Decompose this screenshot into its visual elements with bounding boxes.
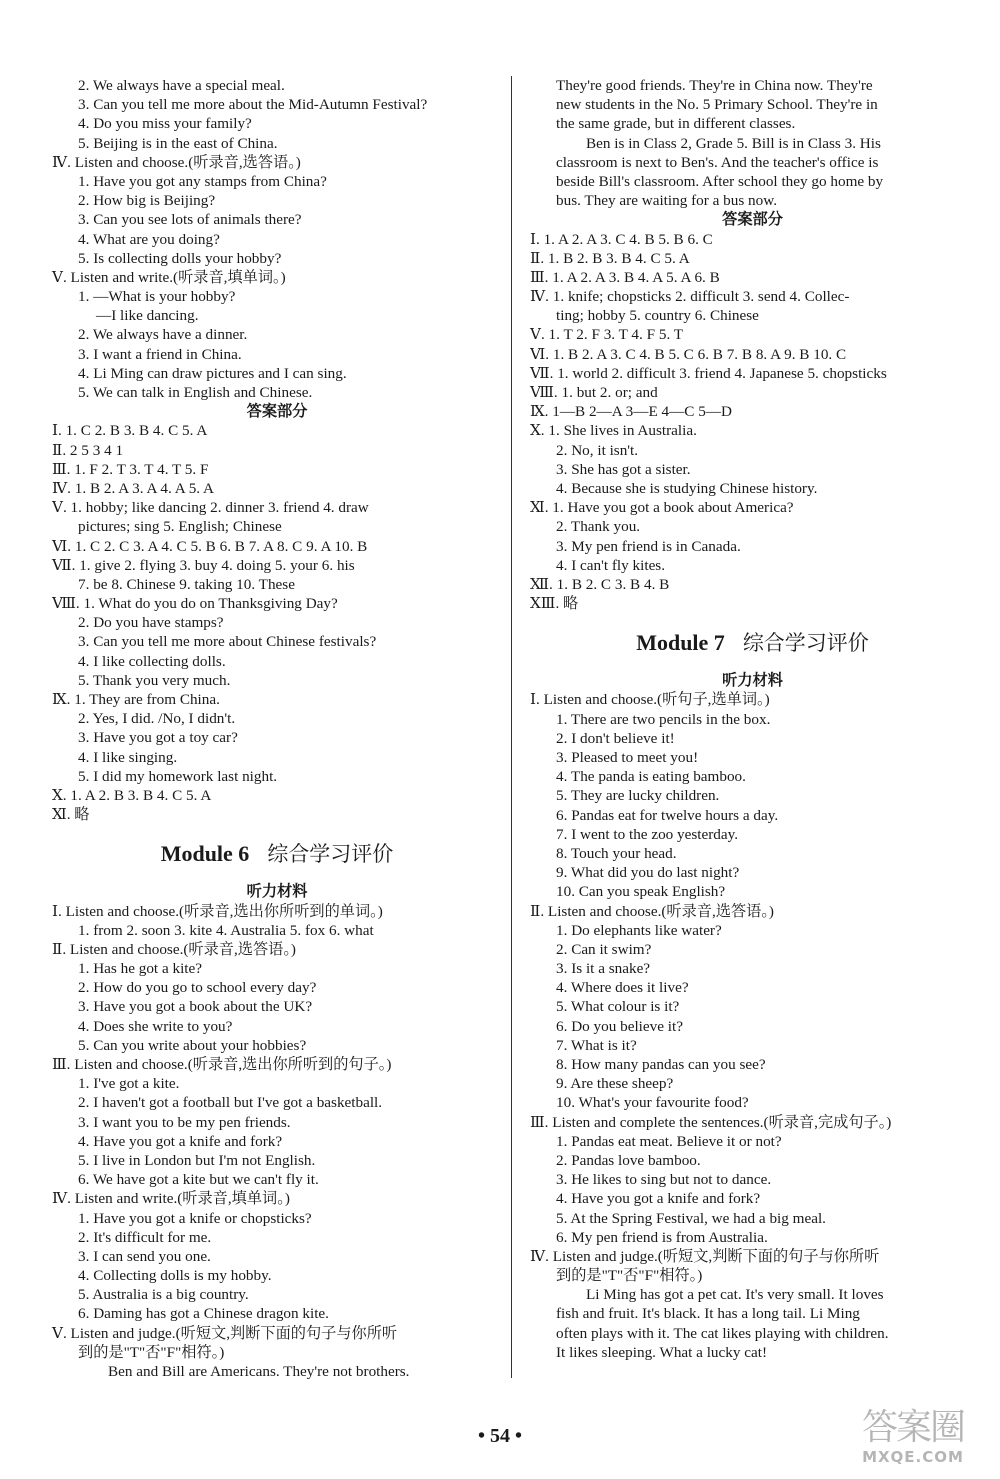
- text-line: the same grade, but in different classes.: [556, 115, 796, 133]
- module-7-subheading: 听力材料: [722, 672, 783, 690]
- text-line: Ⅵ. 1. B 2. A 3. C 4. B 5. C 6. B 7. B 8. A 9. B 10. C: [530, 345, 847, 363]
- text-line: 2. I haven't got a football but I've got a basketball.: [78, 1094, 383, 1112]
- text-line: 2. Do you have stamps?: [78, 614, 224, 632]
- text-line: Ⅴ. 1. T 2. F 3. T 4. F 5. T: [530, 326, 684, 344]
- text-line: Ⅸ. 1—B 2—A 3—E 4—C 5—D: [530, 403, 732, 421]
- text-line: 3. Can you see lots of animals there?: [78, 211, 302, 229]
- text-line: Ⅱ. Listen and choose.(听录音,选答语。): [530, 902, 774, 920]
- text-line: Ⅳ. 1. B 2. A 3. A 4. A 5. A: [52, 479, 215, 497]
- text-line: 5. They are lucky children.: [556, 787, 720, 805]
- text-line: 3. I can send you one.: [78, 1247, 211, 1265]
- right-column-lines: [530, 76, 975, 613]
- text-line: 1. I've got a kite.: [78, 1075, 180, 1093]
- text-line: 5. I did my homework last night.: [78, 767, 278, 785]
- text-line: 3. Pleased to meet you!: [556, 749, 699, 766]
- text-line: 4. Where does it live?: [556, 979, 689, 997]
- text-line: 4. Li Ming can draw pictures and I can sing.: [78, 364, 347, 382]
- watermark-glyph: 答案圈: [861, 1407, 964, 1448]
- text-line: Ⅴ. 1. hobby; like dancing 2. dinner 3. friend 4. draw: [52, 499, 369, 517]
- text-line: 2. How do you go to school every day?: [78, 979, 317, 997]
- text-line: 4. Have you got a knife and fork?: [78, 1132, 283, 1150]
- text-line: bus. They are waiting for a bus now.: [556, 192, 778, 210]
- text-line: 4. Does she write to you?: [78, 1017, 233, 1035]
- module-6-lines: [52, 902, 502, 1382]
- text-line: 8. Touch your head.: [556, 844, 677, 862]
- text-line: Ⅰ. Listen and choose.(听句子,选单词。): [530, 691, 770, 709]
- text-line: Ⅷ. 1. What do you do on Thanksgiving Day?: [52, 595, 338, 613]
- column-divider: [511, 76, 512, 1378]
- text-line: 10. Can you speak English?: [556, 883, 726, 901]
- text-line: 5. Beijing is in the east of China.: [78, 134, 278, 152]
- watermark-url: MXQE.COM: [862, 1448, 964, 1466]
- text-line: 2. Thank you.: [556, 518, 641, 536]
- page-number: • 54 •: [477, 1425, 522, 1447]
- text-line: 2. Can it swim?: [556, 940, 652, 958]
- text-line: Ⅱ. 1. B 2. B 3. B 4. C 5. A: [530, 249, 690, 267]
- right-column: [530, 76, 975, 1362]
- section-heading: 答案部分: [722, 211, 783, 229]
- module-7-heading: [530, 627, 975, 659]
- text-line: 5. Can you write about your hobbies?: [78, 1036, 307, 1054]
- text-line: It likes sleeping. What a lucky cat!: [556, 1343, 768, 1361]
- text-line: 4. The panda is eating bamboo.: [556, 768, 746, 786]
- text-line: Ⅺ. 略: [52, 806, 90, 824]
- text-line: 到的是"T"否"F"相符。): [556, 1267, 703, 1285]
- text-line: 4. Because she is studying Chinese history.: [556, 479, 818, 497]
- text-line: 1. from 2. soon 3. kite 4. Australia 5. fox 6. what: [78, 921, 374, 939]
- text-line: 2. We always have a dinner.: [78, 326, 248, 344]
- text-line: 4. I like collecting dolls.: [78, 652, 226, 670]
- text-line: Ⅶ. 1. give 2. flying 3. buy 4. doing 5. your 6. his: [52, 556, 355, 574]
- text-line: ⅩⅢ. 略: [530, 595, 579, 613]
- text-line: 6. Daming has got a Chinese dragon kite.: [78, 1305, 329, 1323]
- text-line: 2. How big is Beijing?: [78, 192, 216, 210]
- text-line: 3. My pen friend is in Canada.: [556, 537, 741, 555]
- text-line: 4. I like singing.: [78, 748, 178, 766]
- text-line: 3. She has got a sister.: [556, 460, 691, 478]
- text-line: 2. We always have a special meal.: [78, 77, 285, 94]
- text-line: 2. It's difficult for me.: [78, 1228, 212, 1246]
- text-line: 1. There are two pencils in the box.: [556, 710, 771, 728]
- text-line: 7. What is it?: [556, 1036, 637, 1054]
- text-line: 5. I live in London but I'm not English.: [78, 1151, 316, 1169]
- text-line: 3. Have you got a book about the UK?: [78, 998, 313, 1016]
- text-line: 5. Is collecting dolls your hobby?: [78, 249, 282, 267]
- text-line: 8. How many pandas can you see?: [556, 1056, 766, 1073]
- text-line: Ⅹ. 1. She lives in Australia.: [530, 422, 697, 440]
- text-line: Ben is in Class 2, Grade 5. Bill is in Class 3. His: [586, 134, 881, 152]
- text-line: 3. Is it a snake?: [556, 960, 651, 978]
- text-line: Ⅳ. 1. knife; chopsticks 2. difficult 3. send 4. Collec-: [530, 288, 850, 306]
- text-line: —I like dancing.: [96, 307, 199, 325]
- text-line: 2. Yes, I did. /No, I didn't.: [78, 710, 236, 728]
- text-line: Ⅲ. Listen and choose.(听录音,选出你所听到的句子。): [52, 1056, 392, 1073]
- text-line: 10. What's your favourite food?: [556, 1094, 749, 1112]
- text-line: 4. What are you doing?: [78, 230, 220, 248]
- text-line: fish and fruit. It's black. It has a long tail. Li Ming: [556, 1305, 860, 1323]
- text-line: Ⅶ. 1. world 2. difficult 3. friend 4. Japanese 5. chopsticks: [530, 364, 887, 382]
- text-line: Ⅷ. 1. but 2. or; and: [530, 384, 658, 401]
- text-line: new students in the No. 5 Primary School. They're in: [556, 96, 878, 114]
- text-line: Li Ming has got a pet cat. It's very small. It loves: [586, 1286, 884, 1304]
- text-line: 3. Can you tell me more about the Mid-Autumn Festival?: [78, 96, 428, 114]
- text-line: ting; hobby 5. country 6. Chinese: [556, 307, 759, 325]
- text-line: 4. Do you miss your family?: [78, 115, 252, 133]
- text-line: Ⅸ. 1. They are from China.: [52, 691, 220, 708]
- text-line: Ⅴ. Listen and write.(听录音,填单词。): [52, 268, 286, 286]
- module-6-cn-title: 综合学习评价: [267, 842, 394, 867]
- text-line: 6. Pandas eat for twelve hours a day.: [556, 806, 779, 824]
- left-column: [52, 76, 502, 1381]
- text-line: 到的是"T"否"F"相符。): [78, 1343, 225, 1361]
- text-line: 2. No, it isn't.: [556, 441, 639, 459]
- text-line: Ⅺ. 1. Have you got a book about America?: [530, 499, 794, 517]
- text-line: 3. Can you tell me more about Chinese festivals?: [78, 633, 377, 651]
- text-line: Ⅰ. 1. C 2. B 3. B 4. C 5. A: [52, 422, 208, 440]
- text-line: Ⅰ. 1. A 2. A 3. C 4. B 5. B 6. C: [530, 230, 713, 248]
- text-line: 3. I want a friend in China.: [78, 345, 242, 363]
- text-line: 3. I want you to be my pen friends.: [78, 1113, 291, 1131]
- module-7-cn-title: 综合学习评价: [742, 631, 869, 656]
- text-line: 1. Have you got any stamps from China?: [78, 172, 327, 190]
- text-line: Ⅰ. Listen and choose.(听录音,选出你所听到的单词。): [52, 902, 383, 920]
- text-line: Ⅳ. Listen and judge.(听短文,判断下面的句子与你所听: [530, 1247, 880, 1265]
- text-line: 6. Do you believe it?: [556, 1017, 683, 1035]
- text-line: 1. Pandas eat meat. Believe it or not?: [556, 1132, 782, 1150]
- module-6-subheading: 听力材料: [246, 883, 308, 901]
- text-line: Ⅲ. 1. F 2. T 3. T 4. T 5. F: [52, 460, 209, 478]
- text-line: Ⅴ. Listen and judge.(听短文,判断下面的句子与你所听: [52, 1324, 398, 1342]
- text-line: They're good friends. They're in China now. They're: [556, 77, 873, 94]
- text-line: 4. Collecting dolls is my hobby.: [78, 1267, 272, 1285]
- text-line: 2. I don't believe it!: [556, 729, 675, 747]
- text-line: Ⅻ. 1. B 2. C 3. B 4. B: [530, 575, 670, 593]
- module-7-name: Module 7: [636, 630, 725, 656]
- text-line: often plays with it. The cat likes playing with children.: [556, 1324, 889, 1342]
- text-line: Ⅹ. 1. A 2. B 3. B 4. C 5. A: [52, 786, 212, 804]
- module-7-lines: [530, 690, 975, 1362]
- text-line: classroom is next to Ben's. And the teacher's office is: [556, 153, 879, 171]
- text-line: 9. What did you do last night?: [556, 864, 740, 882]
- text-line: 1. Has he got a kite?: [78, 960, 202, 978]
- text-line: 5. At the Spring Festival, we had a big meal.: [556, 1209, 826, 1227]
- text-line: Ben and Bill are Americans. They're not brothers.: [108, 1363, 410, 1380]
- text-line: Ⅱ. 2 5 3 4 1: [52, 441, 124, 459]
- module-6-name: Module 6: [160, 841, 250, 867]
- text-line: 1. Do elephants like water?: [556, 921, 722, 939]
- text-line: 7. be 8. Chinese 9. taking 10. These: [78, 575, 295, 593]
- watermark-logo: [838, 1408, 988, 1470]
- text-line: 4. Have you got a knife and fork?: [556, 1190, 761, 1208]
- text-line: 9. Are these sheep?: [556, 1075, 674, 1093]
- text-line: Ⅲ. 1. A 2. A 3. B 4. A 5. A 6. B: [530, 268, 720, 286]
- text-line: beside Bill's classroom. After school they go home by: [556, 172, 884, 190]
- text-line: 7. I went to the zoo yesterday.: [556, 825, 739, 843]
- module-6-heading: [52, 838, 502, 870]
- section-heading: 答案部分: [246, 403, 308, 421]
- text-line: 6. My pen friend is from Australia.: [556, 1228, 768, 1246]
- left-column-lines: [52, 76, 502, 824]
- text-line: Ⅳ. Listen and choose.(听录音,选答语。): [52, 153, 301, 171]
- text-line: Ⅵ. 1. C 2. C 3. A 4. C 5. B 6. B 7. A 8. C 9. A 10. B: [52, 537, 368, 555]
- text-line: 5. We can talk in English and Chinese.: [78, 384, 313, 401]
- text-line: 6. We have got a kite but we can't fly it.: [78, 1171, 319, 1189]
- text-line: 1. Have you got a knife or chopsticks?: [78, 1209, 312, 1227]
- text-line: Ⅳ. Listen and write.(听录音,填单词。): [52, 1190, 290, 1208]
- text-line: Ⅱ. Listen and choose.(听录音,选答语。): [52, 940, 296, 958]
- text-line: 3. He likes to sing but not to dance.: [556, 1171, 772, 1189]
- text-line: pictures; sing 5. English; Chinese: [78, 518, 282, 536]
- text-line: 1. —What is your hobby?: [78, 288, 236, 306]
- text-line: 5. Thank you very much.: [78, 671, 231, 689]
- text-line: 3. Have you got a toy car?: [78, 729, 238, 747]
- text-line: 2. Pandas love bamboo.: [556, 1151, 701, 1169]
- text-line: 5. Australia is a big country.: [78, 1286, 249, 1304]
- text-line: 5. What colour is it?: [556, 998, 680, 1016]
- text-line: 4. I can't fly kites.: [556, 556, 666, 574]
- text-line: Ⅲ. Listen and complete the sentences.(听录音,完成句子。): [530, 1113, 892, 1131]
